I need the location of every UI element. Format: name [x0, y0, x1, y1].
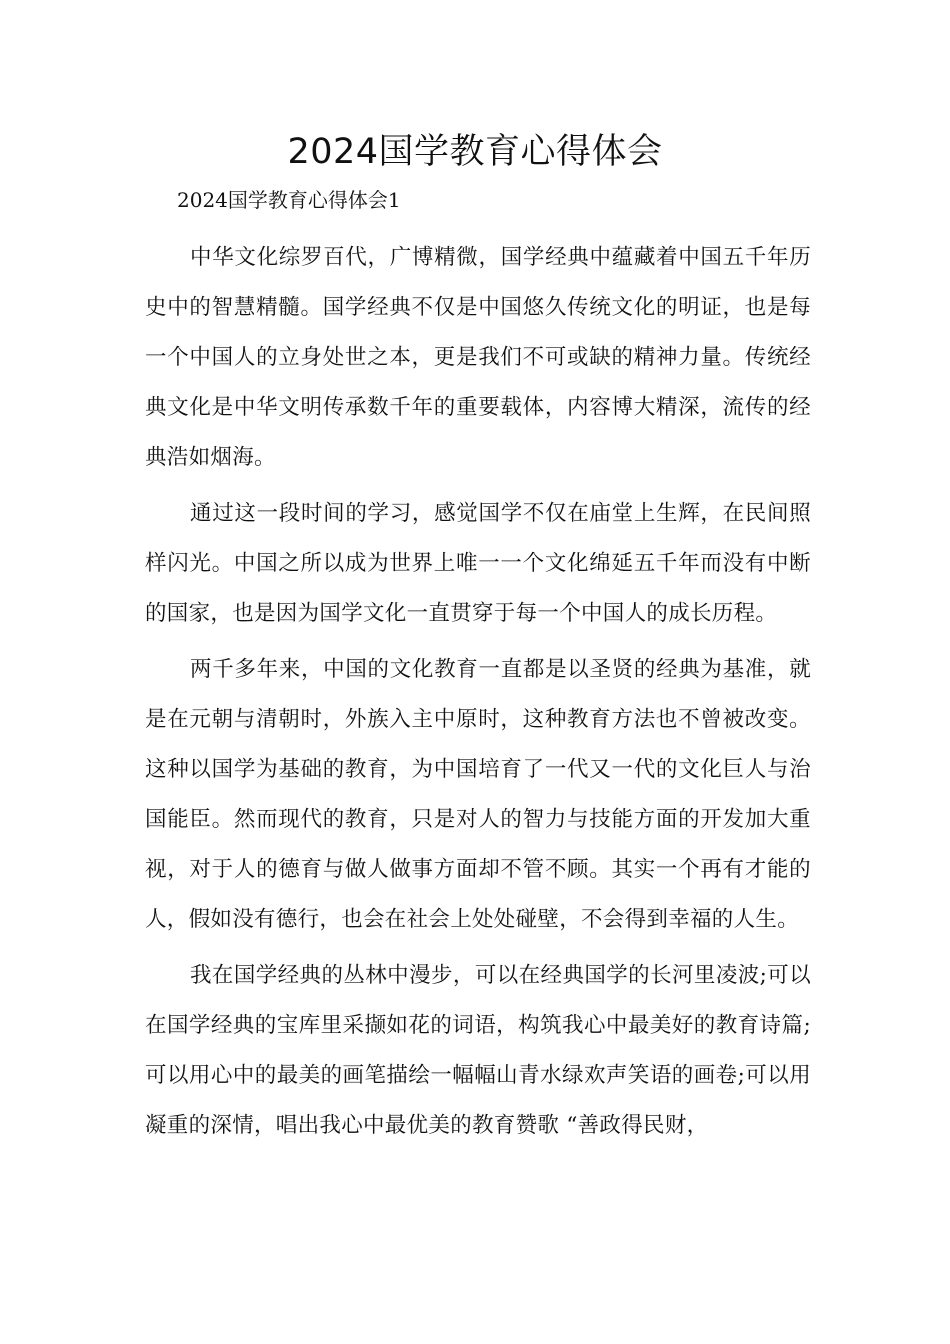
document-subtitle: 2024国学教育心得体会1: [177, 188, 401, 212]
paragraph: 两千多年来，中国的文化教育一直都是以圣贤的经典为基准，就是在元朝与清朝时，外族入主中原时，这种教育方法也不曾被改变。这种以国学为基础的教育，为中国培育了一代又一代的文化巨人与治国能臣。然而现代的教育，只是对人的智力与技能方面的开发加大重视，对于人的德育与做人做事方面却不管不顾。其实一个再有才能的人，假如没有德行，也会在社会上处处碰壁，不会得到幸福的人生。: [145, 657, 811, 932]
paragraph: 通过这一段时间的学习，感觉国学不仅在庙堂上生辉，在民间照样闪光。中国之所以成为世界上唯一一个文化绵延五千年而没有中断的国家，也是因为国学文化一直贯穿于每一个中国人的成长历程。: [145, 501, 811, 626]
document-title: 2024国学教育心得体会: [287, 132, 663, 172]
paragraph: 我在国学经典的丛林中漫步，可以在经典国学的长河里凌波;可以在国学经典的宝库里采撷如花的词语，构筑我心中最美好的教育诗篇;可以用心中的最美的画笔描绘一幅幅山青水绿欢声笑语的画卷;可以用凝重的深情，唱出我心中最优美的教育赞歌 “善政得民财，: [145, 963, 811, 1138]
paragraph: 中华文化综罗百代，广博精微，国学经典中蕴藏着中国五千年历史中的智慧精髓。国学经典不仅是中国悠久传统文化的明证，也是每一个中国人的立身处世之本，更是我们不可或缺的精神力量。传统经典文化是中华文明传承数千年的重要载体，内容博大精深，流传的经典浩如烟海。: [145, 245, 811, 470]
document-body: [145, 233, 811, 1157]
